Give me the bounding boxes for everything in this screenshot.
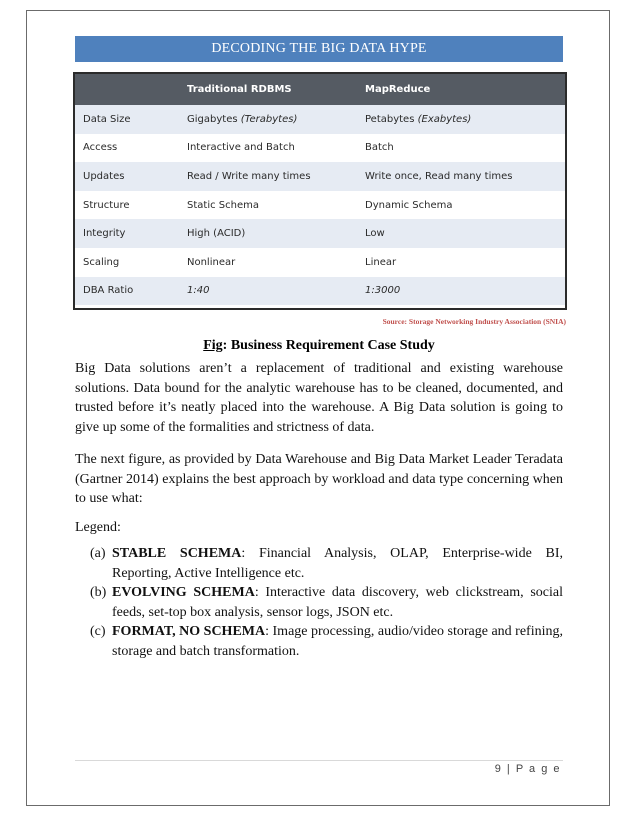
legend-item <box>90 622 563 661</box>
rdbms-cell <box>177 277 355 306</box>
cell-text: Scaling <box>83 256 120 268</box>
mapreduce-cell <box>355 134 565 163</box>
paragraph-teradata: The next figure, as provided by Data Warehouse and Big Data Market Leader Teradata (Gartner 2014) explains the best approach by workload and data type concerning when to use what: <box>75 452 563 506</box>
cell-text: Batch <box>365 142 394 154</box>
legend-marker: (a) <box>90 546 106 561</box>
rdbms-cell <box>177 219 355 248</box>
mapreduce-cell <box>355 105 565 134</box>
comparison-table-figure <box>73 72 567 310</box>
legend-list <box>90 544 563 661</box>
legend-description: : Financial Analysis, OLAP, Enterprise-wide BI, Reporting, Active Intelligence etc. <box>112 546 563 581</box>
row-label <box>75 162 177 191</box>
legend-title: Legend: <box>75 520 121 535</box>
legend-item <box>90 544 563 583</box>
running-header <box>75 36 563 62</box>
cell-text: Write once, Read many times <box>365 170 513 182</box>
rdbms-cell <box>177 105 355 134</box>
table-row <box>75 162 565 191</box>
comparison-table <box>75 74 565 305</box>
mapreduce-cell <box>355 219 565 248</box>
cell-text: Read / Write many times <box>187 170 311 182</box>
cell-text: Low <box>365 228 385 240</box>
row-label <box>75 219 177 248</box>
legend-item <box>90 583 563 622</box>
caption-fig-label: Fig <box>203 338 223 353</box>
legend-marker: (b) <box>90 585 107 600</box>
mapreduce-cell <box>355 277 565 306</box>
table-row <box>75 248 565 277</box>
paragraph-intro: Big Data solutions aren’t a replacement of traditional and existing warehouse solutions. Data bound for the analytic warehouse has to be cleaned, documented, and trusted before it’s neatly placed into the warehouse. A Big Data solution is going to give up some of the formalities and strictness of data. <box>75 361 563 435</box>
cell-text: Static Schema <box>187 199 259 211</box>
mapreduce-cell <box>355 162 565 191</box>
cell-text: Integrity <box>83 228 126 240</box>
rdbms-cell <box>177 134 355 163</box>
figure-source: Source: Storage Networking Industry Association (SNIA) <box>382 317 566 326</box>
cell-text: Dynamic Schema <box>365 199 453 211</box>
legend-term: FORMAT, NO SCHEMA <box>112 624 266 639</box>
cell-italic-text: (Terabytes) <box>240 113 298 125</box>
cell-text: Linear <box>365 256 397 268</box>
table-row <box>75 277 565 306</box>
column-header-blank <box>75 74 177 105</box>
cell-text: Petabytes <box>365 113 418 125</box>
legend-marker: (c) <box>90 624 106 639</box>
cell-text: Interactive and Batch <box>187 142 295 154</box>
cell-text: High (ACID) <box>187 228 246 240</box>
header-title: DECODING THE BIG DATA HYPE <box>211 41 427 56</box>
cell-text: Updates <box>83 170 125 182</box>
figure-caption <box>0 338 638 354</box>
footer-rule <box>75 760 563 761</box>
column-header-mapreduce: MapReduce <box>355 74 565 105</box>
mapreduce-cell <box>355 248 565 277</box>
rdbms-cell <box>177 191 355 220</box>
caption-text: : Business Requirement Case Study <box>222 338 435 353</box>
rdbms-cell <box>177 248 355 277</box>
legend-term: STABLE SCHEMA <box>112 546 242 561</box>
cell-italic-text: (Exabytes) <box>417 113 472 125</box>
table-row <box>75 191 565 220</box>
table-row <box>75 219 565 248</box>
cell-italic-text: 1:40 <box>187 285 210 297</box>
cell-text: Gigabytes <box>187 113 241 125</box>
legend-description: : Interactive data discovery, web clickstream, social feeds, set-top box analysis, sensor logs, JSON etc. <box>112 585 564 620</box>
legend-description: : Image processing, audio/video storage and refining, storage and batch transformation. <box>112 624 563 659</box>
rdbms-cell <box>177 162 355 191</box>
cell-italic-text: 1:3000 <box>365 285 401 297</box>
row-label <box>75 277 177 306</box>
cell-text: Structure <box>83 199 130 211</box>
column-header-rdbms: Traditional RDBMS <box>177 74 355 105</box>
cell-text: Nonlinear <box>187 256 236 268</box>
row-label <box>75 191 177 220</box>
table-row <box>75 134 565 163</box>
cell-text: DBA Ratio <box>83 285 134 297</box>
legend-term: EVOLVING SCHEMA <box>112 585 255 600</box>
cell-text: Data Size <box>83 113 131 125</box>
mapreduce-cell <box>355 191 565 220</box>
table-header-row <box>75 74 565 105</box>
cell-text: Access <box>83 142 118 154</box>
row-label <box>75 105 177 134</box>
page-number: 9 | P a g e <box>494 763 561 775</box>
row-label <box>75 248 177 277</box>
table-row <box>75 105 565 134</box>
row-label <box>75 134 177 163</box>
